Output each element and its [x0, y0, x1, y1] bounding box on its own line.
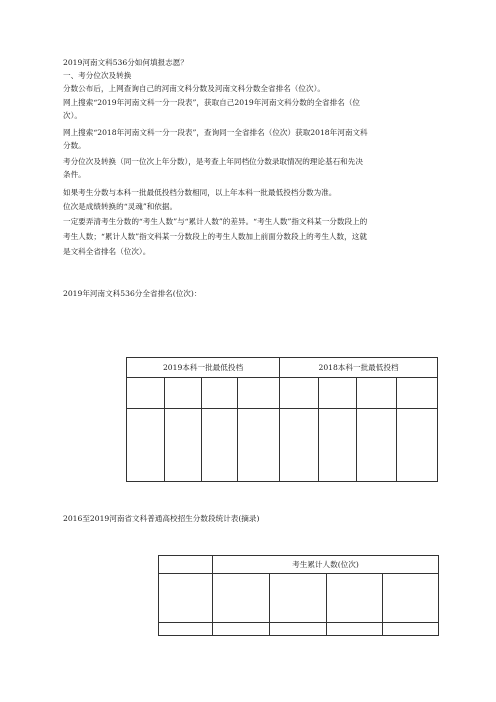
table-cell [213, 574, 270, 623]
table-cell [280, 378, 319, 409]
table-cell [238, 409, 280, 482]
paragraph-line: 考分位次及转换（同一位次上年分数），是考查上年同档位分数录取情况的理论基石和先决 [63, 157, 363, 166]
paragraph-line: 分数。 [63, 141, 86, 150]
header-cumulative-count: 考生累计人数(位次) [213, 556, 439, 574]
paragraph-line: 条件。 [63, 170, 86, 179]
document-title: 2019河南文科536分如何填报志愿？ [63, 58, 188, 67]
paragraph-line: 分数公布后，上网查询自己的河南文科分数及河南文科分数全省排名（位次）。 [63, 84, 325, 93]
table-cell [202, 378, 238, 409]
rank-heading: 2019年河南文科536分全省排名(位次)： [63, 289, 202, 298]
table-cell [327, 574, 383, 623]
table-cell [127, 378, 165, 409]
paragraph-line: 考生人数；“累计人数”指文科某一分数段上的考生人数加上前面分数段上的考生人数，这就 [63, 232, 367, 241]
table-cell [280, 409, 319, 482]
table-cell [127, 409, 165, 482]
table-cell [383, 623, 439, 636]
paragraph-line: 次）。 [63, 111, 82, 120]
header-2018-first-batch: 2018本科一批最低投档 [280, 358, 438, 378]
table-cell [319, 409, 357, 482]
paragraph-line: 如果考生分数与本科一批最低投档分数相同，以上年本科一批最低投档分数为准。 [63, 188, 337, 197]
table-cell [159, 574, 213, 623]
table-cell [319, 378, 357, 409]
table-cell [202, 409, 238, 482]
score-band-table [158, 555, 439, 636]
table-cell [159, 556, 213, 574]
paragraph-line: 网上搜索“2019年河南文科一分一段表”，获取自己2019年河南文科分数的全省排名（位 [63, 98, 361, 107]
table-cell [397, 378, 438, 409]
paragraph-line: 一定要弄清考生分数的“考生人数”与“累计人数”的差异。“考生人数”指文科某一分数段上的 [63, 217, 368, 226]
table-cell [270, 574, 327, 623]
table-cell [165, 378, 202, 409]
paragraph-line: 是文科全省排名（位次）。 [63, 247, 151, 256]
header-2019-first-batch: 2019本科一批最低投档 [127, 358, 280, 378]
table-cell [357, 409, 397, 482]
table-cell [159, 623, 213, 636]
table-cell [327, 623, 383, 636]
table-cell [213, 623, 270, 636]
paragraph-line: 一、考分位次及转换 [63, 71, 132, 80]
table-cell [397, 409, 438, 482]
paragraph-line: 网上搜索“2018年河南文科一分一段表”，查询同一全省排名（位次）获取2018年河南文科 [63, 128, 368, 137]
paragraph-line: 位次是成绩转换的“灵魂”和依据。 [63, 202, 178, 211]
table-cell [383, 574, 439, 623]
table-cell [357, 378, 397, 409]
min-score-table [126, 357, 438, 482]
table-cell [238, 378, 280, 409]
table-cell [270, 623, 327, 636]
stats-heading: 2016至2019河南省文科普通高校招生分数段统计表(摘录) [63, 514, 260, 523]
table-cell [165, 409, 202, 482]
